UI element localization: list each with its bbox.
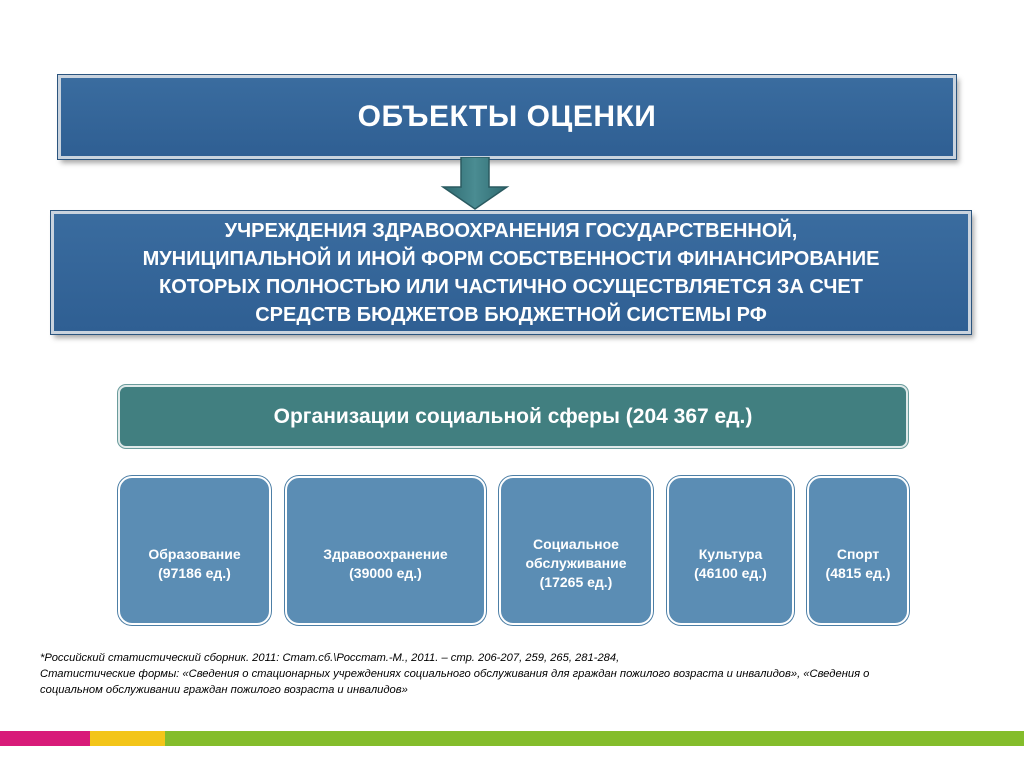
category-social-services-name-2: обслуживание (525, 555, 627, 571)
institutions-box (51, 211, 971, 334)
category-healthcare-count: (39000 ед.) (349, 564, 422, 581)
institutions-line-3: КОТОРЫХ ПОЛНОСТЬЮ ИЛИ ЧАСТИЧНО ОСУЩЕСТВЛЯЕТСЯ ЗА СЧЕТ (159, 275, 863, 298)
category-culture-name: Культура (698, 545, 763, 562)
institutions-line-4: СРЕДСТВ БЮДЖЕТОВ БЮДЖЕТНОЙ СИСТЕМЫ РФ (255, 303, 767, 326)
category-social-services-name-1: Социальное (533, 536, 619, 552)
category-education (118, 476, 271, 625)
category-social-services (499, 476, 653, 625)
bar-segment-green (165, 731, 1024, 746)
bar-segment-yellow (90, 731, 165, 746)
category-social-services-count: (17265 ед.) (539, 574, 613, 590)
category-culture (667, 476, 794, 625)
page-title: ОБЪЕКТЫ ОЦЕНКИ (357, 100, 657, 133)
social-sphere-label: Организации социальной сферы (204 367 ед.) (273, 404, 753, 428)
category-sport (807, 476, 909, 625)
category-sport-count: (4815 ед.) (825, 564, 891, 581)
category-healthcare-name: Здравоохранение (323, 545, 448, 562)
category-culture-count: (46100 ед.) (694, 564, 767, 581)
bar-segment-pink (0, 731, 90, 746)
category-healthcare (285, 476, 486, 625)
category-education-count: (97186 ед.) (158, 564, 231, 581)
category-sport-name: Спорт (836, 545, 880, 562)
institutions-line-2: МУНИЦИПАЛЬНОЙ И ИНОЙ ФОРМ СОБСТВЕННОСТИ ФИНАНСИРОВАНИЕ (142, 247, 880, 270)
footnote-line-2: Статистические формы: «Сведения о стационарных учреждениях социального обслуживания для граждан пожилого возраста и инвалидов», «Сведения о (40, 668, 870, 680)
footnote-line-1: *Российский статистический сборник. 2011: Стат.сб.\Росстат.-М., 2011. – стр. 206-207, 259, 265, 281-284, (40, 652, 620, 664)
down-arrow-icon (435, 157, 515, 211)
title-box (58, 75, 956, 159)
institutions-line-1: УЧРЕЖДЕНИЯ ЗДРАВООХРАНЕНИЯ ГОСУДАРСТВЕННОЙ, (224, 219, 798, 242)
category-education-name: Образование (148, 545, 241, 562)
bottom-color-bar (0, 731, 1024, 746)
social-sphere-box (118, 385, 908, 448)
footnote (40, 650, 1000, 698)
footnote-line-3: социальном обслуживании граждан пожилого возраста и инвалидов» (40, 684, 408, 696)
